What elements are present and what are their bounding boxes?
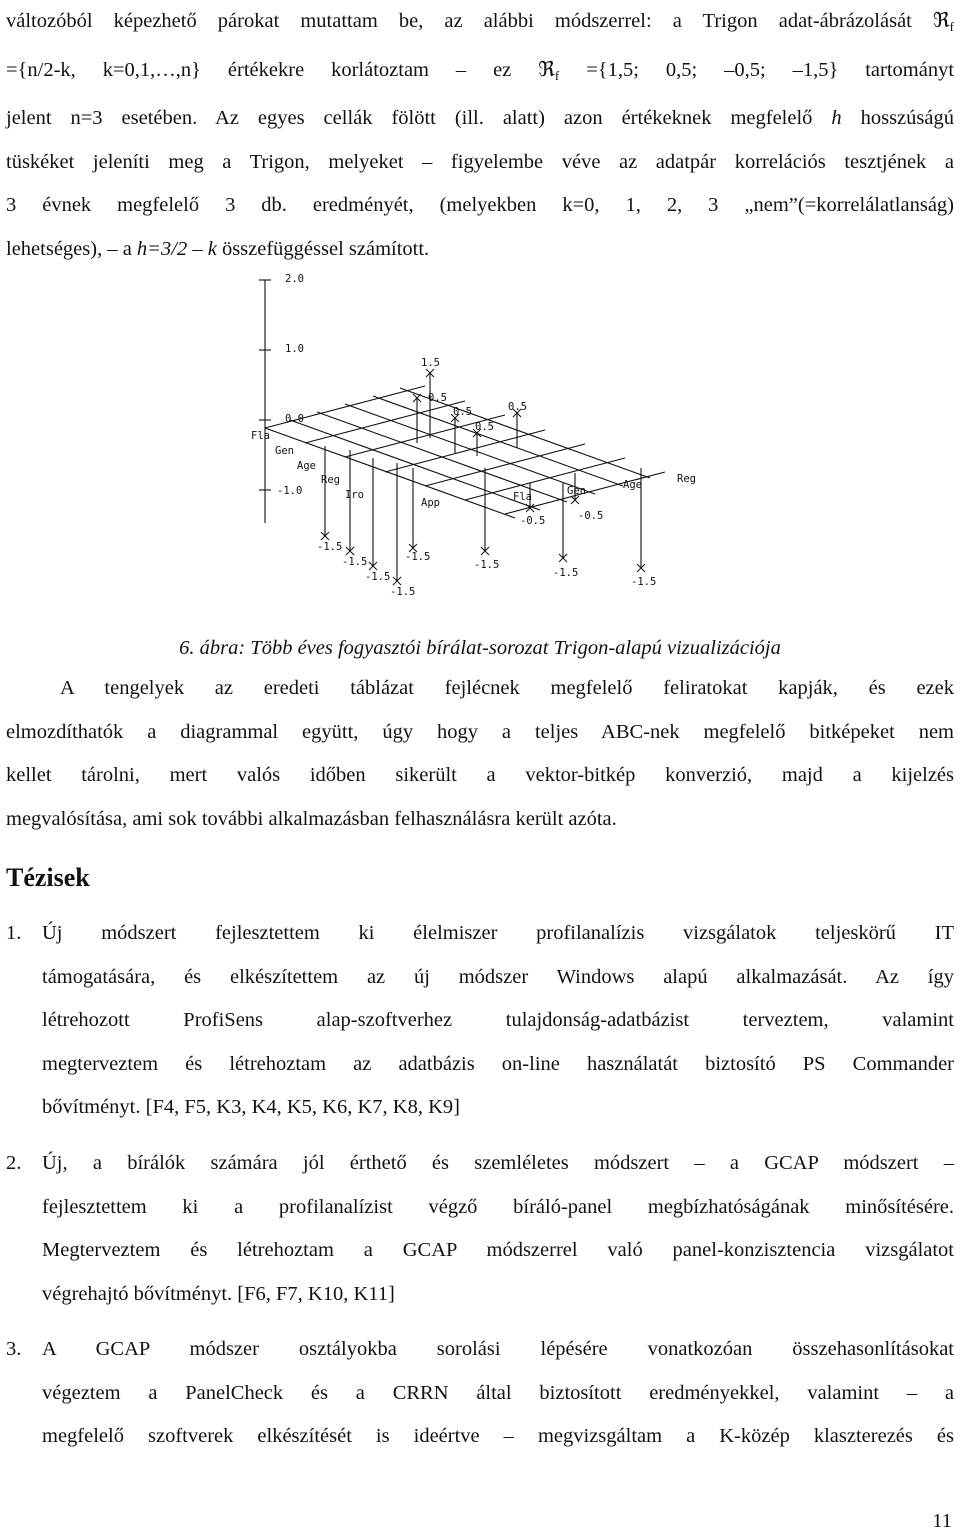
thesis-line: megterveztem és létrehoztam az adatbázis on-line használatát biztosító PS Commander <box>42 1052 954 1075</box>
spike-label: 0.5 <box>475 421 494 433</box>
col-label: Reg <box>677 473 696 485</box>
row-label: Age <box>297 460 316 472</box>
thesis-line: fejlesztettem ki a profilanalízist végző bíráló-panel megbízhatóságának minősítésére. <box>42 1195 954 1218</box>
thesis-line: Megterveztem és létrehoztam a GCAP módszerrel való panel-konzisztencia vizsgálatot <box>42 1239 954 1261</box>
spike-label: -1.5 <box>317 541 343 553</box>
thesis-3 <box>6 1328 954 1468</box>
axis-label: 1.0 <box>285 343 304 355</box>
spike-label: -1.5 <box>390 586 416 598</box>
col-label: Age <box>623 479 642 491</box>
thesis-line: bővítményt. [F4, F5, K3, K4, K5, K6, K7, K8, K9] <box>42 1096 460 1118</box>
spike-label: 1.5 <box>421 357 440 369</box>
axis-label: -1.0 <box>277 485 303 497</box>
spike-label: 0.5 <box>508 401 527 413</box>
row-label: App <box>421 497 440 509</box>
intro-line-1: változóból képezhető párokat mutattam be, az alábbi módszerrel: a Trigon adat-ábrázolását ℜ$_f$ <box>6 10 954 34</box>
page-number: 11 <box>932 1510 952 1532</box>
paragraph-2-line: kellet tárolni, mert valós időben sikerült a vektor-bitkép konverzió, majd a kijelzés <box>6 764 954 786</box>
paragraph-2-line: A tengelyek az eredeti táblázat fejlécnek megfelelő feliratokat kapják, és ezek <box>60 677 954 699</box>
trigon-figure <box>245 268 705 598</box>
thesis-line: létrehozott ProfiSens alap-szoftverhez tulajdonság-adatbázist terveztem, valamint <box>42 1009 954 1031</box>
thesis-line: A GCAP módszer osztályokba sorolási lépésére vonatkozóan összehasonlításokat <box>42 1338 954 1360</box>
section-heading: Tézisek <box>6 863 90 892</box>
spike-label: -1.5 <box>342 556 368 568</box>
spike-label: -1.5 <box>631 576 657 588</box>
spike-label: -1.5 <box>474 559 500 571</box>
thesis-line: végeztem a PanelCheck és a CRRN által biztosított eredményekkel, valamint – a <box>42 1381 954 1404</box>
row-label: Gen <box>275 445 294 457</box>
spike-label: -1.5 <box>405 551 431 563</box>
intro-line-3: jelent n=3 esetében. Az egyes cellák fölött (ill. alatt) azon értékeknek megfelelő h hosszúságú <box>6 107 954 129</box>
intro-line-4: tüskéket jeleníti meg a Trigon, melyeket – figyelembe véve az adatpár korrelációs tesztjének a <box>6 150 954 173</box>
intro-line-5: 3 évnek megfelelő 3 db. eredményét, (melyekben k=0, 1, 2, 3 „nem”(=korrelálatlanság) <box>6 194 954 216</box>
thesis-1 <box>6 912 954 1132</box>
thesis-number: 2. <box>6 1152 22 1174</box>
row-label: Iro <box>345 489 364 501</box>
spike-label: -0.5 <box>578 510 604 522</box>
row-label: Fla <box>251 430 270 442</box>
paragraph-2-line: elmozdíthatók a diagrammal együtt, úgy hogy a teljes ABC-nek megfelelő bitképeket nem <box>6 720 954 743</box>
intro-line-6: lehetséges), – a h=3/2 – k összefüggéssel számított. <box>6 237 430 260</box>
thesis-number: 3. <box>6 1338 22 1360</box>
intro-paragraph <box>6 0 954 271</box>
col-label: Gen <box>567 485 586 497</box>
intro-line-2: ={n/2-k, k=0,1,…,n} értékekre korlátoztam – ez ℜ$_f$ ={1,5; 0,5; –0,5; –1,5} tartományt <box>6 58 955 83</box>
thesis-line: Új, a bírálók számára jól érthető és szemléletes módszert – a GCAP módszert – <box>42 1152 954 1174</box>
col-label: Fla <box>513 491 532 503</box>
row-label: Reg <box>321 474 340 486</box>
thesis-line: támogatására, és elkészítettem az új módszer Windows alapú alkalmazását. Az így <box>42 965 954 988</box>
spike-label: -0.5 <box>520 515 546 527</box>
axis-label: 2.0 <box>285 273 304 285</box>
spike-label: -1.5 <box>365 571 391 583</box>
thesis-number: 1. <box>6 922 22 944</box>
paragraph-2 <box>6 667 954 841</box>
spike-label: 0.5 <box>453 406 472 418</box>
paragraph-2-line: megvalósítása, ami sok további alkalmazásban felhasználásra került azóta. <box>6 807 617 830</box>
axis-label: 0.0 <box>285 413 304 425</box>
thesis-2 <box>6 1142 954 1322</box>
thesis-line: megfelelő szoftverek elkészítését is ideértve – megvizsgáltam a K-közép klaszterezés és <box>42 1425 954 1447</box>
figure-caption: 6. ábra: Több éves fogyasztói bírálat-sorozat Trigon-alapú vizualizációja <box>179 637 781 659</box>
thesis-line: Új módszert fejlesztettem ki élelmiszer profilanalízis vizsgálatok teljeskörű IT <box>42 922 954 944</box>
spike-label: 0.5 <box>428 392 447 404</box>
thesis-line: végrehajtó bővítményt. [F6, F7, K10, K11] <box>42 1282 395 1305</box>
spike-label: -1.5 <box>553 567 579 579</box>
